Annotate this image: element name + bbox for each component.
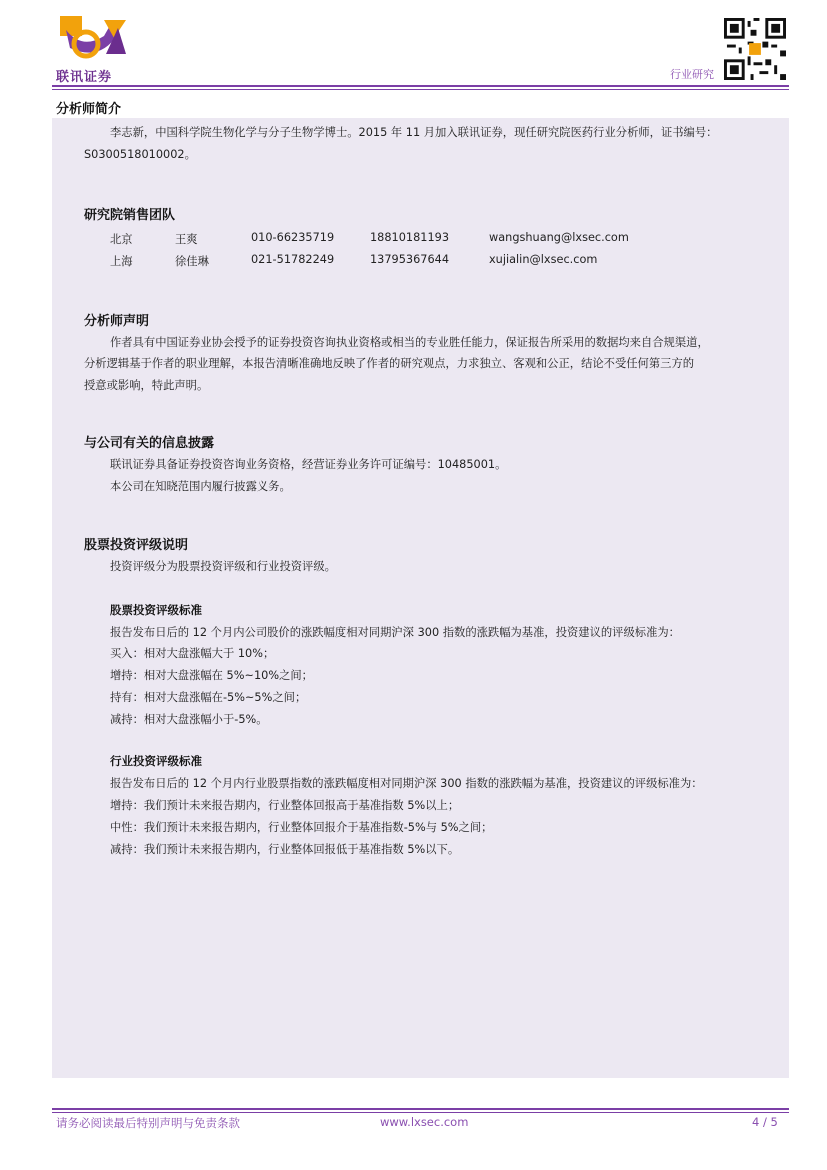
- header-rule: [52, 85, 789, 87]
- sales-mobile: 18810181193: [370, 231, 450, 244]
- industry-rating-line: 报告发布日后的 12 个月内行业股票指数的涨跌幅度相对同期沪深 300 指数的涨跌幅为基准，投资建议的评级标准为：: [110, 777, 703, 790]
- statement-line: 作者具有中国证券业协会授予的证券投资咨询执业资格或相当的专业胜任能力，保证报告所采用的数据均来自合规渠道，: [110, 336, 709, 349]
- stock-rating-line: 买入：相对大盘涨幅大于 10%；: [110, 647, 275, 660]
- footer-url[interactable]: www.lxsec.com: [380, 1115, 469, 1129]
- disclosure-line: 联讯证券具备证券投资咨询业务资格，经营证券业务许可证编号：10485001。: [110, 458, 507, 471]
- footer-rule: [52, 1108, 789, 1110]
- stock-rating-line: 增持：相对大盘涨幅在 5%~10%之间；: [110, 669, 313, 682]
- sales-phone: 021-51782249: [251, 253, 335, 266]
- sales-city: 上海: [110, 255, 133, 268]
- disclosure-line: 本公司在知晓范围内履行披露义务。: [110, 480, 291, 493]
- analyst-intro-line: S0300518010002。: [84, 148, 196, 161]
- industry-rating-title: 行业投资评级标准: [110, 754, 202, 768]
- sales-team-title: 研究院销售团队: [84, 208, 176, 223]
- sales-email[interactable]: wangshuang@lxsec.com: [489, 231, 629, 244]
- analyst-intro-line: 李志新，中国科学院生物化学与分子生物学博士。2015 年 11 月加入联讯证券，现任研究院医药行业分析师，证书编号：: [110, 126, 718, 139]
- industry-rating-line: 中性：我们预计未来报告期内，行业整体回报介于基准指数-5%与 5%之间；: [110, 821, 493, 834]
- sales-city: 北京: [110, 233, 133, 246]
- sales-email[interactable]: xujialin@lxsec.com: [489, 253, 598, 266]
- qr-code-icon: [724, 18, 786, 80]
- industry-rating-line: 减持：我们预计未来报告期内，行业整体回报低于基准指数 5%以下。: [110, 843, 460, 856]
- rating-intro: 投资评级分为股票投资评级和行业投资评级。: [110, 560, 336, 573]
- sales-mobile: 13795367644: [370, 253, 450, 266]
- industry-rating-line: 增持：我们预计未来报告期内，行业整体回报高于基准指数 5%以上；: [110, 799, 460, 812]
- disclosure-title: 与公司有关的信息披露: [84, 436, 215, 451]
- stock-rating-title: 股票投资评级标准: [110, 603, 202, 617]
- rating-title: 股票投资评级说明: [84, 538, 189, 553]
- sales-phone: 010-66235719: [251, 231, 335, 244]
- sales-name: 徐佳琳: [175, 255, 209, 268]
- header-rule-thin: [52, 89, 789, 90]
- logo-text: 联讯证券: [56, 70, 113, 85]
- footer-notice: 请务必阅读最后特别声明与免责条款: [56, 1116, 240, 1130]
- footer-rule-thin: [52, 1112, 789, 1113]
- analyst-statement-title: 分析师声明: [84, 314, 150, 329]
- stock-rating-line: 减持：相对大盘涨幅小于-5%。: [110, 713, 268, 726]
- report-category: 行业研究: [670, 68, 714, 81]
- page-number: 4 / 5: [752, 1115, 778, 1129]
- statement-line: 授意或影响，特此声明。: [84, 379, 209, 392]
- stock-rating-line: 持有：相对大盘涨幅在-5%~5%之间；: [110, 691, 307, 704]
- sales-name: 王爽: [175, 233, 198, 246]
- statement-line: 分析逻辑基于作者的职业理解，本报告清晰准确地反映了作者的研究观点，力求独立、客观和公正，结论不受任何第三方的: [84, 357, 695, 370]
- stock-rating-line: 报告发布日后的 12 个月内公司股价的涨跌幅度相对同期沪深 300 指数的涨跌幅为基准，投资建议的评级标准为：: [110, 626, 680, 639]
- analyst-intro-title: 分析师简介: [56, 102, 122, 117]
